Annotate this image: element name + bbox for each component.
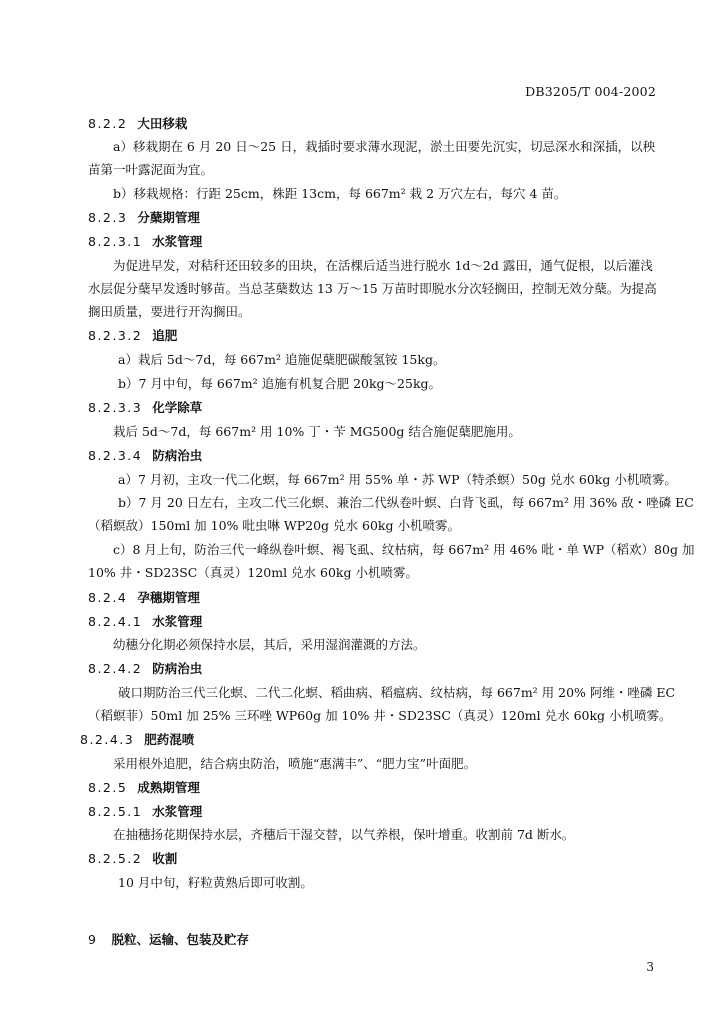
section-heading (88, 661, 202, 677)
section-number: 8.2.4.1 (88, 614, 143, 629)
section-heading (88, 116, 187, 132)
section-title: 水浆管理 (152, 614, 203, 629)
paragraph-line: 在抽穗扬花期保持水层，齐穗后干湿交替，以气养根，保叶增重。收割前 7d 断水。 (113, 827, 575, 842)
paragraph-line: b）移栽规格：行距 25cm，株距 13cm，每 667m² 栽 2 万穴左右，每穴 4 苗。 (113, 186, 567, 201)
paragraph-line: 幼穗分化期必须保持水层，其后，采用湿润灌溉的方法。 (113, 637, 426, 652)
section-number: 8.2.3 (88, 210, 128, 225)
section-number: 8.2.3.1 (88, 234, 143, 249)
paragraph-line: a）栽后 5d～7d，每 667m² 追施促蘖肥碳酸氢铵 15kg。 (118, 352, 446, 367)
section-title: 肥药混喷 (144, 732, 195, 747)
section-title: 大田移栽 (137, 116, 188, 131)
section-heading (88, 780, 200, 796)
paragraph-line: 栽后 5d～7d，每 667m² 用 10% 丁・苄 MG500g 结合施促蘖肥施用。 (113, 424, 521, 439)
section-number: 8.2.2 (88, 116, 128, 131)
section-number: 8.2.5.2 (88, 851, 143, 866)
section-title: 化学除草 (152, 400, 203, 415)
section-heading (88, 851, 177, 867)
section-heading (88, 448, 202, 464)
paragraph-line: 10% 井・SD23SC（真灵）120ml 兑水 60kg 小机喷雾。 (88, 565, 418, 580)
section-number: 8.2.4 (88, 590, 128, 605)
section-heading (88, 328, 177, 344)
section-heading (88, 210, 200, 226)
paragraph-line: a）7 月初，主攻一代二化螟，每 667m² 用 55% 单・苏 WP（特杀螟）50g 兑水 60kg 小机喷雾。 (118, 472, 677, 487)
paragraph-line: （稻螟敌）150ml 加 10% 吡虫啉 WP20g 兑水 60kg 小机喷雾。 (88, 518, 460, 533)
paragraph-line: 采用根外追肥，结合病虫防治，喷施“惠满丰”、“肥力宝”叶面肥。 (113, 756, 477, 771)
paragraph-line: 10 月中旬，籽粒黄熟后即可收割。 (118, 875, 313, 890)
section-number: 8.2.4.3 (80, 732, 135, 747)
section-heading (88, 400, 202, 416)
section-9-number: 9 (88, 932, 98, 947)
section-9-title: 脱粒、运输、包装及贮存 (111, 932, 249, 947)
section-9-heading (88, 932, 249, 948)
paragraph-line: 水层促分蘖早发透时够苗。当总茎蘖数达 13 万～15 万苗时即脱水分次轻搁田，控制无效分蘖。为提高 (88, 281, 657, 296)
paragraph-line: c）8 月上旬，防治三代一峰纵卷叶螟、褐飞虱、纹枯病，每 667m² 用 46% 吡・单 WP（稻欢）80g 加 (113, 542, 695, 557)
paragraph-line: a）移栽期在 6 月 20 日～25 日，栽插时要求薄水现泥，淤土田要先沉实，切忌深水和深插，以秧 (113, 139, 656, 154)
page-number: 3 (646, 960, 654, 974)
section-title: 水浆管理 (152, 804, 203, 819)
section-number: 8.2.3.2 (88, 328, 143, 343)
paragraph-line: 搁田质量，要进行开沟搁田。 (88, 304, 251, 319)
section-title: 分蘖期管理 (137, 210, 200, 225)
section-heading (88, 590, 200, 606)
section-number: 8.2.5 (88, 780, 128, 795)
paragraph-line: 苗第一叶露泥面为宜。 (88, 162, 214, 177)
section-number: 8.2.4.2 (88, 661, 143, 676)
section-title: 孕穗期管理 (137, 590, 200, 605)
section-number: 8.2.3.3 (88, 400, 143, 415)
section-heading (80, 732, 194, 748)
section-title: 追肥 (152, 328, 178, 343)
section-heading (88, 614, 202, 630)
section-title: 防病治虫 (152, 661, 203, 676)
section-title: 防病治虫 (152, 448, 203, 463)
paragraph-line: 为促进早发，对秸秆还田较多的田块，在活棵后适当进行脱水 1d～2d 露田，通气促根，以后灌浅 (113, 258, 653, 273)
document-code: DB3205/T 004-2002 (525, 84, 656, 99)
paragraph-line: 破口期防治三代三化螟、二代二化螟、稻曲病、稻瘟病、纹枯病，每 667m² 用 20% 阿维・唑磷 EC (118, 685, 676, 700)
section-title: 成熟期管理 (137, 780, 200, 795)
section-title: 收割 (152, 851, 178, 866)
paragraph-line: b）7 月 20 日左右，主攻二代三化螟、兼治二代纵卷叶螟、白背飞虱，每 667m² 用 36% 敌・唑磷 EC (118, 495, 694, 510)
section-number: 8.2.5.1 (88, 804, 143, 819)
paragraph-line: （稻螟菲）50ml 加 25% 三环唑 WP60g 加 10% 井・SD23SC（真灵）120ml 兑水 60kg 小机喷雾。 (88, 708, 672, 723)
section-number: 8.2.3.4 (88, 448, 143, 463)
section-heading (88, 234, 202, 250)
paragraph-line: b）7 月中旬，每 667m² 追施有机复合肥 20kg～25kg。 (118, 376, 442, 391)
section-heading (88, 804, 202, 820)
section-title: 水浆管理 (152, 234, 203, 249)
